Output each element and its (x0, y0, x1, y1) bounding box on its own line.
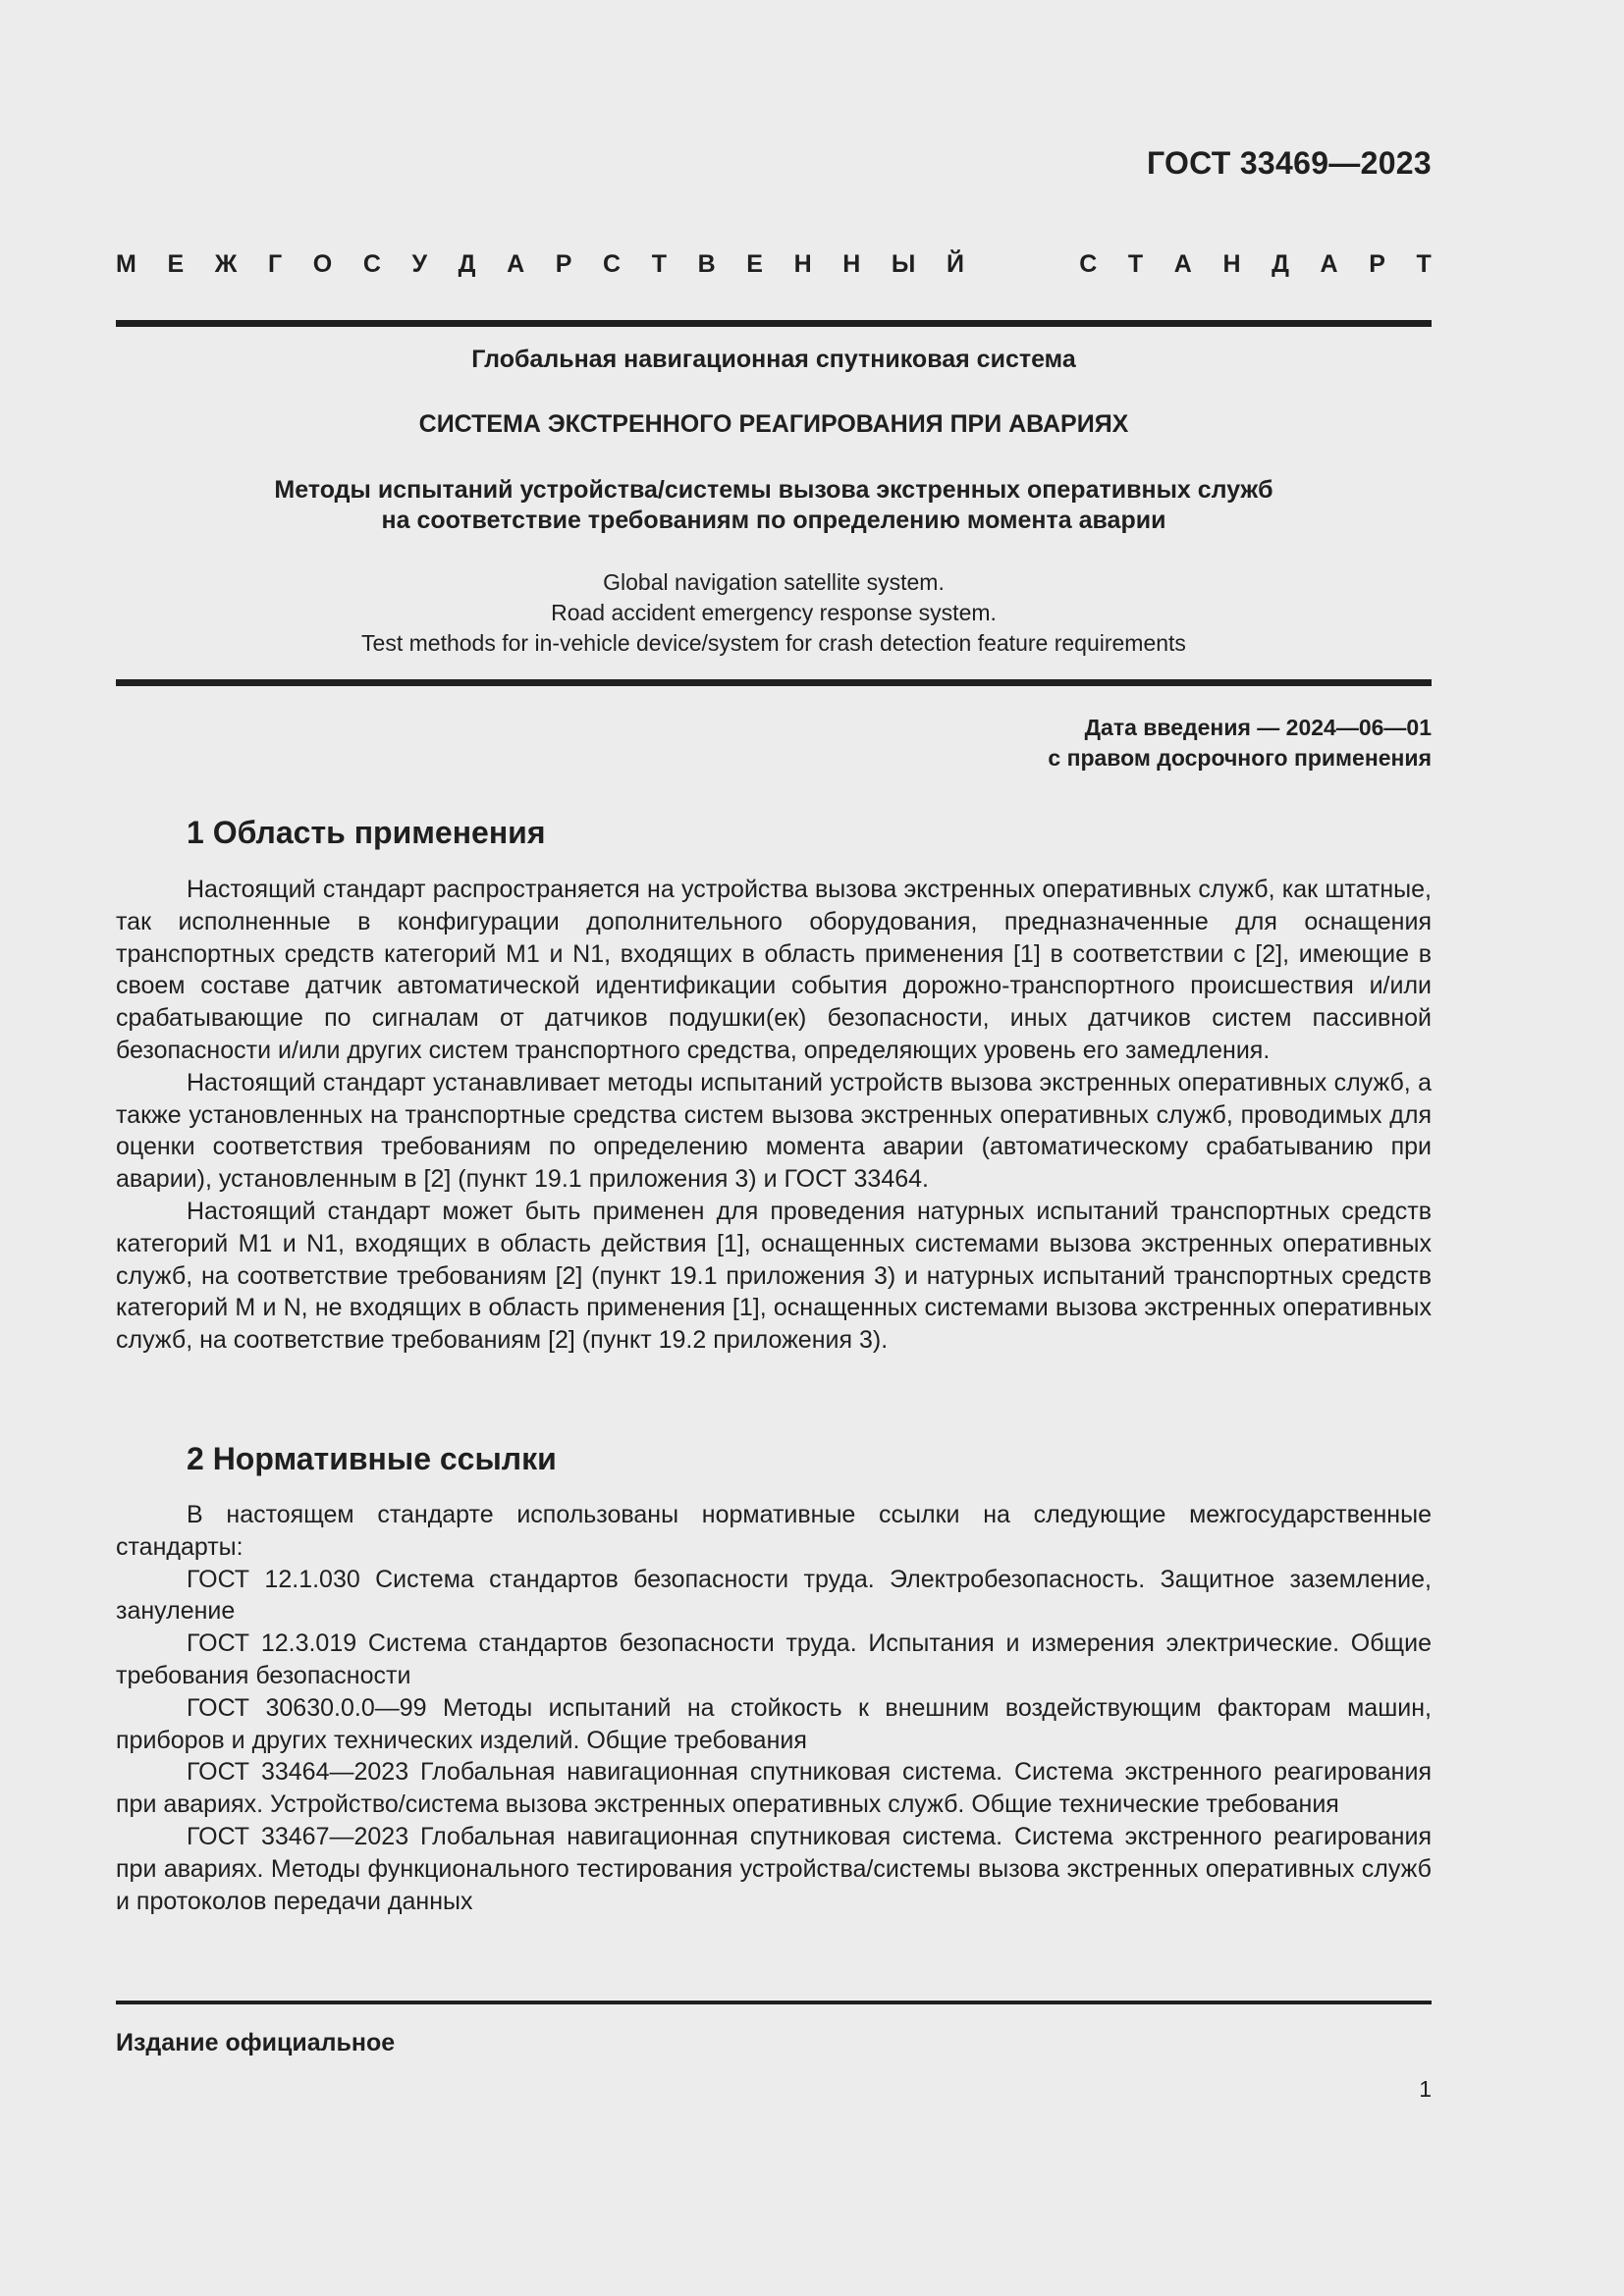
title-methods (116, 475, 1432, 536)
letter: А (507, 250, 525, 278)
letter: Е (167, 250, 185, 278)
paragraph: Настоящий стандарт устанавливает методы испытаний устройств вызова экстренных оперативных служб, а также установленных на транспортные средства систем вызова экстренных оперативных служб, проводимых для оценки соответствия требованиям по определению момента аварии (автоматическому срабатыванию при аварии), установленным в [2] (пункт 19.1 приложения 3) и ГОСТ 33464. (116, 1068, 1432, 1194)
page-number: 1 (1419, 2076, 1432, 2102)
letter: Г (267, 250, 283, 278)
letter: Н (842, 250, 861, 278)
letter: Ы (891, 250, 916, 278)
letter: У (411, 250, 428, 278)
title-divider (116, 679, 1432, 686)
word-gap (996, 250, 1049, 279)
letter: С (1079, 250, 1098, 278)
letter: Й (947, 250, 964, 278)
letter: А (1320, 250, 1338, 278)
section-1-body (116, 874, 1432, 1357)
reference-item: ГОСТ 33467—2023 Глобальная навигационная спутниковая система. Система экстренного реагирования при авариях. Методы функционального тестирования устройства/системы вызова экстренных оперативных служб и протоколов передачи данных (116, 1822, 1432, 1915)
letter: С (362, 250, 381, 278)
english-title (116, 567, 1432, 659)
footer-divider (116, 2001, 1432, 2004)
section-1-heading: 1 Область применения (187, 815, 546, 850)
paragraph: Настоящий стандарт может быть применен для проведения натурных испытаний транспортных средств категорий М1 и N1, входящих в область действия [1], оснащенных системами вызова экстренных оперативных служб, на соответствие требованиям [2] (пункт 19.1 приложения 3) и натурных испытаний транспортных средств категорий М и N, не входящих в область применения [1], оснащенных системами вызова экстренных оперативных служб, на соответствие требованиям [2] (пункт 19.2 приложения 3). (116, 1197, 1432, 1355)
paragraph: Настоящий стандарт распространяется на устройства вызова экстренных оперативных служб, как штатные, так исполненные в конфигурации дополнительного оборудования, предназначенные для оснащения транспортных средств категорий М1 и N1, входящих в область применения [1] в соответствии с [2], имеющие в своем составе датчик автоматической идентификации события дорожно-транспортного происшествия и/или срабатывающие по сигналам от датчиков подушки(ек) безопасности, иных датчиков систем пассивной безопасности и/или других систем транспортного средства, определяющих уровень его замедления. (116, 876, 1432, 1064)
title-subsystem: СИСТЕМА ЭКСТРЕННОГО РЕАГИРОВАНИЯ ПРИ АВАРИЯХ (418, 410, 1129, 438)
letter: Р (555, 250, 572, 278)
interstate-standard-heading (116, 250, 1432, 279)
title-methods-line: Методы испытаний устройства/системы вызова экстренных оперативных служб (274, 476, 1273, 504)
letter: М (116, 250, 136, 278)
section-2-heading: 2 Нормативные ссылки (187, 1441, 557, 1476)
letter: Д (458, 250, 476, 278)
reference-item: ГОСТ 33464—2023 Глобальная навигационная спутниковая система. Система экстренного реагирования при авариях. Устройство/система вызова экстренных оперативных служб. Общие технические требования (116, 1758, 1432, 1819)
title-system: Глобальная навигационная спутниковая система (471, 346, 1076, 373)
english-title-line: Road accident emergency response system. (551, 600, 997, 625)
reference-item: ГОСТ 30630.0.0—99 Методы испытаний на стойкость к внешним воздействующим факторам машин, приборов и других технических изделий. Общие требования (116, 1693, 1432, 1754)
english-title-line: Global navigation satellite system. (603, 569, 945, 595)
introduction-date (1048, 713, 1432, 774)
letter: Т (1416, 250, 1432, 278)
introduction-date-line: Дата введения — 2024—06—01 (1084, 715, 1432, 740)
top-divider (116, 320, 1432, 327)
letter: Н (1222, 250, 1241, 278)
letter: Т (1127, 250, 1144, 278)
section-2-body (116, 1499, 1432, 1917)
paragraph: В настоящем стандарте использованы нормативные ссылки на следующие межгосударственные стандарты: (116, 1501, 1432, 1561)
letter: О (312, 250, 333, 278)
english-title-line: Test methods for in-vehicle device/system for crash detection feature requirements (361, 630, 1186, 656)
early-application-line: с правом досрочного применения (1048, 745, 1432, 771)
letter: Р (1369, 250, 1385, 278)
reference-item: ГОСТ 12.3.019 Система стандартов безопасности труда. Испытания и измерения электрические. Общие требования безопасности (116, 1629, 1432, 1689)
letter: Ж (214, 250, 238, 278)
reference-item: ГОСТ 12.1.030 Система стандартов безопасности труда. Электробезопасность. Защитное заземление, зануление (116, 1565, 1432, 1626)
title-methods-line: на соответствие требованиям по определению момента аварии (381, 507, 1166, 534)
official-edition-label: Издание официальное (116, 2029, 396, 2056)
letter: С (603, 250, 622, 278)
letter: В (697, 250, 716, 278)
letter: Д (1272, 250, 1289, 278)
letter: Е (746, 250, 763, 278)
document-page (116, 0, 1432, 2296)
gost-number: ГОСТ 33469—2023 (1146, 145, 1432, 181)
letter: Н (793, 250, 812, 278)
letter: Т (651, 250, 667, 278)
letter: А (1173, 250, 1192, 278)
